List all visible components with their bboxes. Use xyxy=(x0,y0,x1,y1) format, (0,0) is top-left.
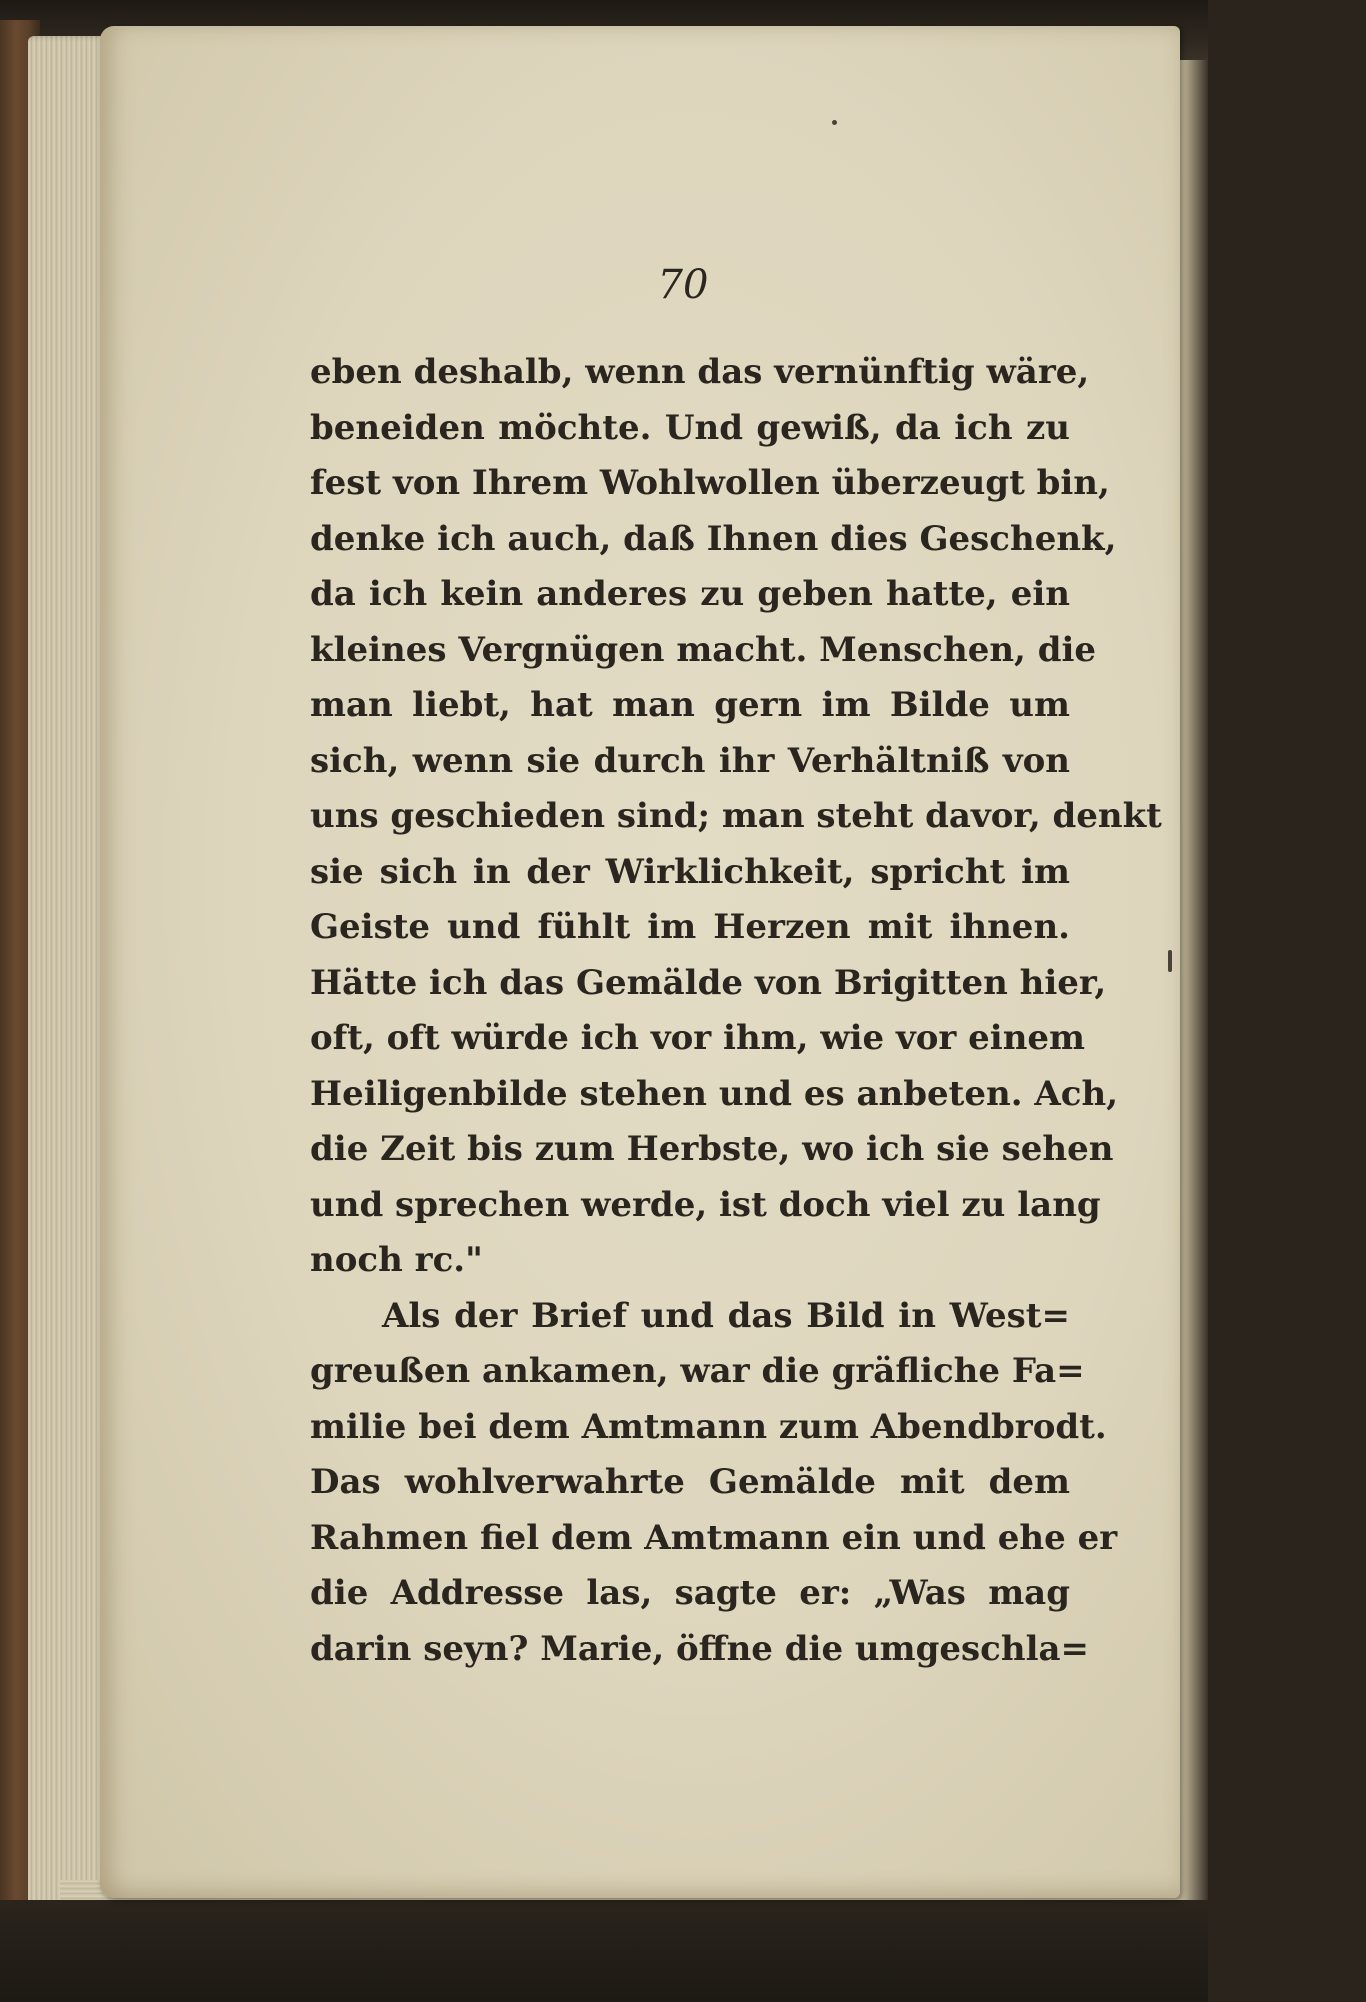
text-line: kleines Vergnügen macht. Menschen, die xyxy=(310,629,1097,670)
paper-speck xyxy=(832,120,837,125)
text-line: sie sich in der Wirklichkeit, spricht im xyxy=(310,851,1070,892)
text-line: Das wohlverwahrte Gemälde mit dem xyxy=(310,1462,1070,1502)
text-line: Geiste und fühlt im Herzen mit ihnen. xyxy=(310,907,1070,947)
text-line: eben deshalb, wenn das vernünftig wäre, xyxy=(310,352,1090,392)
paper-speck xyxy=(1168,950,1172,972)
book-cover-bottom xyxy=(0,1900,1208,2002)
text-line: fest von Ihrem Wohlwollen überzeugt bin, xyxy=(310,463,1110,503)
text-line: die Zeit bis zum Herbste, wo ich sie sehen xyxy=(310,1129,1114,1169)
text-line: denke ich auch, daß Ihnen dies Geschenk, xyxy=(310,518,1117,559)
text-line: oft, oft würde ich vor ihm, wie vor einem xyxy=(310,1018,1086,1058)
text-line: milie bei dem Amtmann zum Abendbrodt. xyxy=(310,1406,1107,1447)
text-line: man liebt, hat man gern im Bilde um xyxy=(310,685,1070,725)
text-line: uns geschieden sind; man steht davor, denkt xyxy=(310,796,1162,836)
text-line: die Addresse las, sagte er: „Was mag xyxy=(310,1573,1070,1613)
text-line: sich, wenn sie durch ihr Verhältniß von xyxy=(310,740,1070,781)
text-line: darin seyn? Marie, öffne die umgeschla= xyxy=(310,1628,1090,1669)
text-line: und sprechen werde, ist doch viel zu lang xyxy=(310,1184,1101,1225)
text-line: noch rc." xyxy=(310,1240,483,1280)
page-number: 70 xyxy=(657,262,709,308)
text-line: beneiden möchte. Und gewiß, da ich zu xyxy=(310,407,1070,448)
text-line: da ich kein anderes zu geben hatte, ein xyxy=(310,574,1070,614)
text-line: Heiligenbilde stehen und es anbeten. Ach, xyxy=(310,1073,1119,1114)
text-line: Hätte ich das Gemälde von Brigitten hier, xyxy=(310,962,1107,1003)
text-line: greußen ankamen, war die gräfliche Fa= xyxy=(310,1351,1085,1391)
body-text xyxy=(310,345,1162,1677)
text-line: Als der Brief und das Bild in West= xyxy=(382,1295,1070,1336)
text-line: Rahmen fiel dem Amtmann ein und ehe er xyxy=(310,1517,1118,1558)
